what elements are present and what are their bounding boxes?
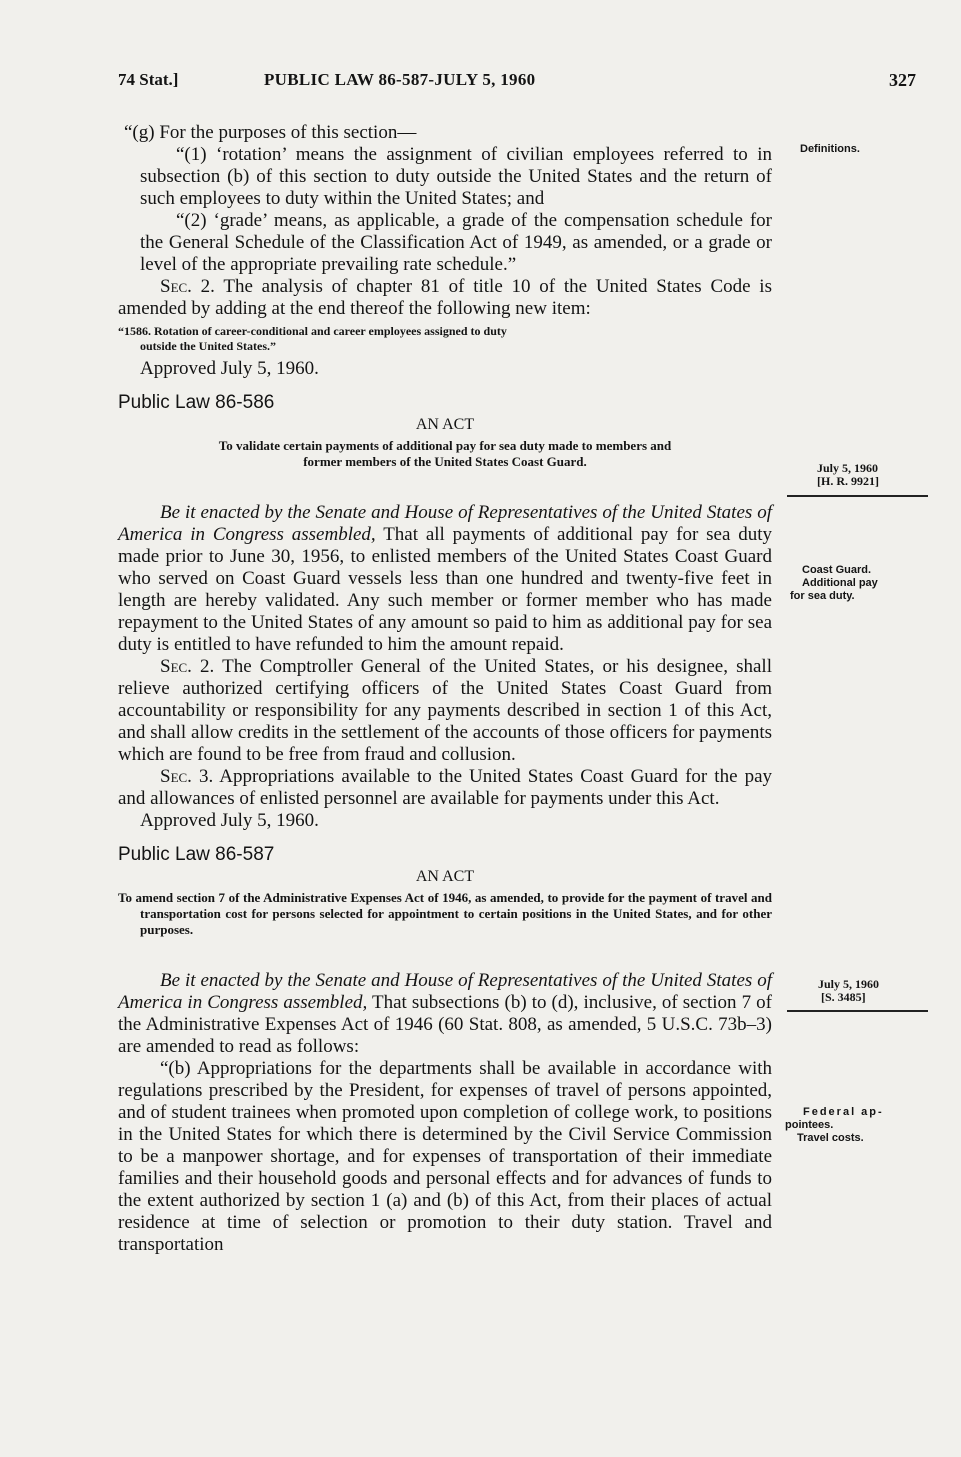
act-purpose: To amend section 7 of the Administrative Expenses Act of 1946, as amended, to provide for the payment of travel and transportation cost for persons selected for appointment to certain positions in the United States, and for other purposes.	[118, 890, 772, 937]
section-1-paragraph	[118, 502, 772, 656]
page-header	[118, 70, 930, 96]
date-line: July 5, 1960	[817, 461, 879, 475]
page-number: 327	[889, 70, 916, 90]
new-item-line-1: “1586. Rotation of career-conditional and career employees assigned to duty	[118, 324, 507, 338]
public-law-86-586-title: Public Law 86-586	[118, 392, 275, 413]
date-line: July 5, 1960	[818, 977, 880, 991]
margin-note-federal-appointees	[785, 1106, 884, 1145]
section-3-paragraph	[118, 766, 772, 810]
margin-rule	[787, 495, 928, 497]
act-purpose	[118, 438, 772, 470]
section-label: Sec. 2.	[160, 656, 215, 677]
statute-volume: 74 Stat.]	[118, 70, 179, 89]
margin-rule	[787, 1010, 928, 1012]
section-text: That subsections (b) to (d), inclusive, of section 7 of the Administrative Expenses Act of 1946 (60 Stat. 808, as amended, 5 U.S.C. 73b–3) are amended to read as follows:	[118, 992, 772, 1057]
note-line-3: Travel costs.	[797, 1132, 864, 1144]
section-g-item-2: “(2) ‘grade’ means, as applicable, a grade of the compensation schedule for the General Schedule of the Classification Act of 1949, as amended, or a grade or level of the appropriate prevailing rate schedule.”	[140, 210, 772, 275]
section-text: The analysis of chapter 81 of title 10 of the United States Code is amended by adding at the end thereof the following new item:	[118, 276, 772, 319]
an-act-heading: AN ACT	[415, 416, 475, 433]
purpose-line-1: To validate certain payments of additional pay for sea duty made to members and	[218, 438, 672, 453]
paragraph-b: “(b) Appropriations for the departments shall be available in accordance with regulations prescribed by the President, for expenses of travel of persons appointed, and of student trainees when promoted upon completion of college work, to positions in the United States for which there is determined by the Civil Service Commission to be a manpower shortage, and for expenses of transportation of their immediate families and their household goods and personal effects and for advances of funds to the extent authorized by section 1 (a) and (b) of this Act, from their places of actual residence at time of selection or promotion to their duty station. Travel and transportation	[118, 1058, 772, 1255]
note-line-1: Coast Guard.	[802, 564, 872, 576]
section-text: The Comptroller General of the United States, or his designee, shall relieve authorized certifying officers of the United States Coast Guard from accountability or responsibility for any payments described in section 1 of this Act, and shall allow credits in the settlement of the accounts of those officers for payments which are found to be free from fraud and collusion.	[118, 656, 772, 765]
purpose-line-2: former members of the United States Coast Guard.	[303, 454, 587, 469]
bill-line: [H. R. 9921]	[817, 474, 879, 488]
new-item-1586	[118, 324, 772, 354]
new-item-line-2: outside the United States.”	[140, 339, 277, 353]
note-line-3: for sea duty.	[790, 590, 855, 602]
section-label: Sec. 3.	[160, 766, 214, 787]
margin-note-coast-guard	[790, 564, 878, 603]
enacting-clause: Be it enacted by the Senate and House of Representatives of the United States of America in Congress assembled,	[118, 970, 772, 1013]
main-text	[118, 122, 772, 1256]
approved-date: Approved July 5, 1960.	[140, 358, 319, 379]
section-label: Sec. 2.	[160, 276, 215, 297]
section-text: Appropriations available to the United States Coast Guard for the pay and allowances of enlisted personnel are available for payments under this Act.	[118, 766, 772, 809]
running-title: PUBLIC LAW 86-587-JULY 5, 1960	[264, 70, 536, 89]
note-line-1: Federal ap-	[803, 1106, 884, 1118]
bill-line: [S. 3485]	[821, 990, 866, 1004]
section-g-item-1: “(1) ‘rotation’ means the assignment of civilian employees referred to in subsection (b) of this section to duty outside the United States and the return of such employees to duty within the United States; and	[140, 144, 772, 209]
margin-note-definitions: Definitions.	[800, 143, 860, 155]
margin-note-date-86-587	[818, 978, 879, 1004]
an-act-heading: AN ACT	[415, 868, 475, 885]
approved-date: Approved July 5, 1960.	[140, 810, 319, 831]
section-text: That all payments of additional pay for sea duty made prior to June 30, 1956, to enlisted members of the United States Coast Guard who served on Coast Guard vessels less than one hundred and twenty-five feet in length are hereby validated. Any such member or former member who has made repayment to the United States of any amount so paid to him as additional pay for sea duty is entitled to have refunded to him the amount repaid.	[118, 524, 772, 655]
note-line-2: Additional pay	[802, 577, 878, 589]
margin-note-date-86-586	[817, 462, 879, 488]
section-2-paragraph	[118, 276, 772, 320]
section-g-intro: “(g) For the purposes of this section—	[124, 122, 417, 143]
enacting-clause: Be it enacted by the Senate and House of Representatives of the United States of America in Congress assembled,	[118, 502, 772, 545]
section-1-paragraph	[118, 970, 772, 1058]
note-line-2: pointees.	[785, 1119, 834, 1131]
public-law-86-587-title: Public Law 86-587	[118, 844, 275, 865]
section-2-paragraph	[118, 656, 772, 766]
